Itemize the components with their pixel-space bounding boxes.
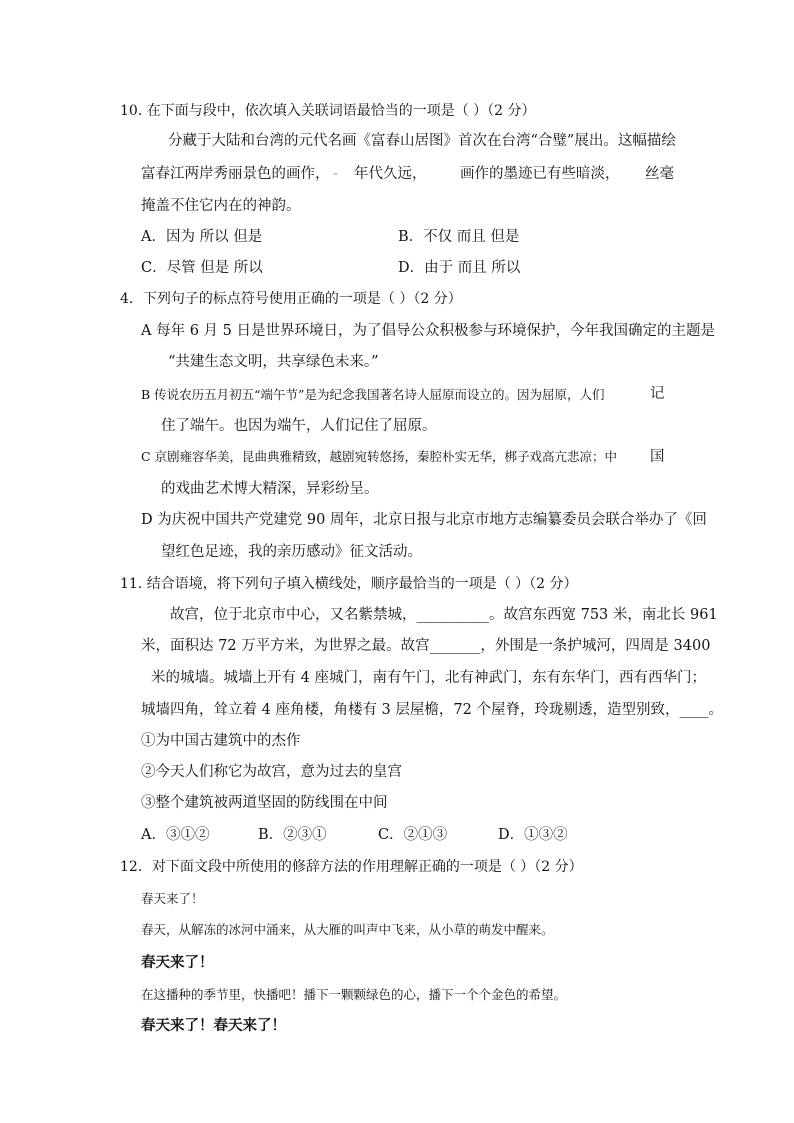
q11-option-a: A．③①②	[141, 827, 210, 843]
q11-stem: 11. 结合语境，将下列句子填入横线处，顺序最恰当的一项是（ ）（2 分）	[120, 576, 578, 592]
q10-option-c: C．尽管 但是 所以	[141, 260, 263, 276]
q4-option-b-line1a: B 传说农历五月初五“端午节”是为纪念我国著名诗人屈原而设立的。因为屈原，人们	[141, 387, 605, 402]
q11-option-b: B．②③①	[258, 827, 327, 843]
q10-stem: 10. 在下面与段中，依次填入关联词语最恰当的一项是（ ）（2 分）	[120, 103, 536, 119]
q4-option-b-line1b: 记	[650, 386, 665, 402]
q12-text-line3: 春天来了！	[141, 954, 214, 971]
q12-text-line4: 在这播种的季节里，快播吧！播下一颗颗绿色的心，播下一个个金色的希望。	[141, 987, 567, 1002]
q12-text-line5: 春天来了！春天来了！	[141, 1017, 286, 1034]
q11-para-line1: 故宫，位于北京市中心，又名紫禁城，__________。故宫东西宽 753 米，南北长 961	[170, 607, 718, 623]
q4-option-a-line1: A 每年 6 月 5 日是世界环境日，为了倡导公众积极参与环境保护，今年我国确定的主题是	[141, 323, 715, 339]
q4-option-b-line2: 住了端午。也因为端午，人们记住了屈原。	[161, 418, 437, 434]
q12-stem: 12．对下面文段中所使用的修辞方法的作用理解正确的一项是（ ）（2 分）	[120, 859, 583, 875]
q10-para-line3: 掩盖不住它内在的神韵。	[141, 198, 301, 214]
q10-para-dash: -	[333, 166, 338, 182]
q11-sentence-2: ②今天人们称它为故宫，意为过去的皇宫	[141, 764, 402, 780]
q11-para-line2: 米，面积达 72 万平方米，为世界之最。故宫_______，外围是一条护城河，四周是 3400	[141, 638, 711, 654]
q10-para-line2d: 丝毫	[645, 166, 674, 182]
q10-para-line2b: 年代久远，	[354, 166, 427, 182]
q10-option-d: D．由于 而且 所以	[398, 260, 521, 276]
q4-option-c-line1b: 国	[650, 449, 665, 465]
q11-para-line4: 城墙四角，耸立着 4 座角楼，角楼有 3 层屋檐，72 个屋脊，玲珑剔透，造型别致，____。	[141, 702, 723, 718]
q4-option-c-line2: 的戏曲艺术博大精深，异彩纷呈。	[161, 481, 379, 497]
q4-option-a-line2: “共建生态文明，共享绿色未来。”	[168, 354, 379, 370]
q12-text-line1: 春天来了！	[141, 891, 204, 906]
q10-para-line1: 分藏于大陆和台湾的元代名画《富春山居图》首次在台湾“合璧”展出。这幅描绘	[168, 133, 676, 149]
q11-option-c: C．②①③	[378, 827, 448, 843]
q10-para-line2a: 富春江两岸秀丽景色的画作，	[141, 166, 330, 182]
q11-sentence-1: ①为中国古建筑中的杰作	[141, 733, 301, 749]
q4-option-d-line2: 望红色足迹，我的亲历感动》征文活动。	[161, 544, 422, 560]
q4-option-d-line1: D 为庆祝中国共产党建党 90 周年，北京日报与北京市地方志编纂委员会联合举办了《回	[141, 512, 707, 528]
q12-text-line2: 春天，从解冻的冰河中涌来，从大雁的叫声中飞来，从小草的萌发中醒来。	[141, 922, 554, 937]
q10-para-line2c: 画作的墨迹已有些暗淡，	[460, 166, 620, 182]
q11-sentence-3: ③整个建筑被两道坚固的防线围在中间	[141, 795, 388, 811]
q4-option-c-line1a: C 京剧雍容华美，昆曲典雅精致，越剧宛转悠扬，秦腔朴实无华，梆子戏高亢悲凉；中	[141, 449, 618, 464]
q10-option-b: B．不仅 而且 但是	[398, 229, 520, 245]
q4-stem: 4．下列句子的标点符号使用正确的一项是（ ）（2 分）	[120, 291, 462, 307]
q10-option-a: A．因为 所以 但是	[141, 229, 263, 245]
q11-para-line3: 米的城墙。城墙上开有 4 座城门，南有午门，北有神武门，东有东华门，西有西华门；	[151, 670, 706, 686]
q11-option-d: D．①③②	[498, 827, 568, 843]
